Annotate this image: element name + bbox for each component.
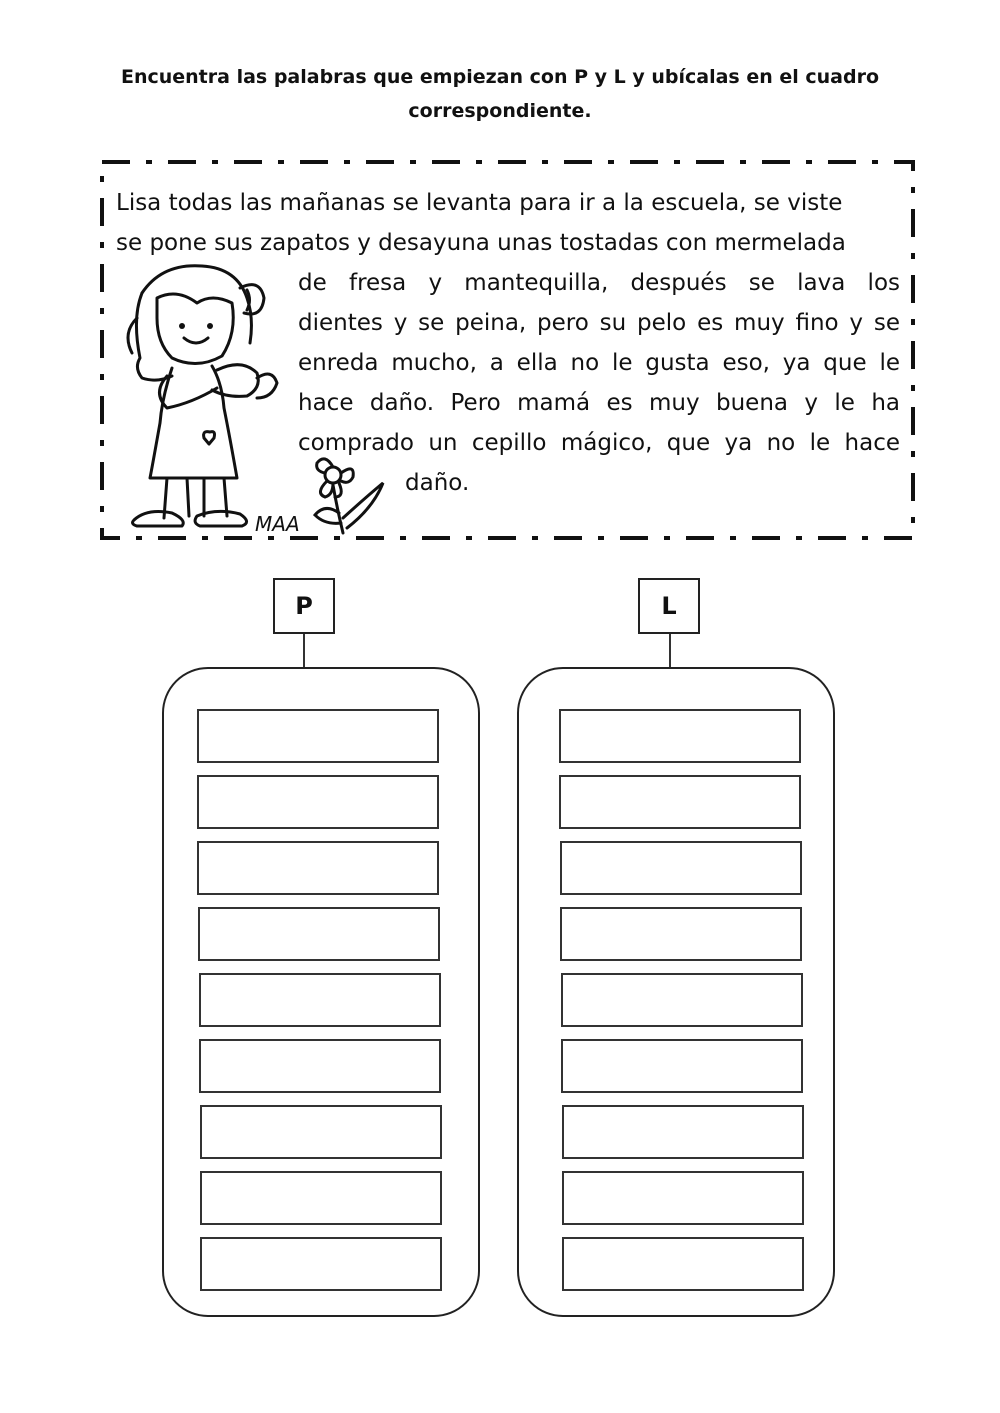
story-frame bbox=[100, 158, 915, 540]
answer-box-l-8[interactable] bbox=[562, 1171, 804, 1225]
flower-illustration bbox=[255, 453, 395, 538]
answer-box-l-5[interactable] bbox=[561, 973, 803, 1027]
illustration-signature: MAA bbox=[255, 512, 300, 536]
answer-box-p-3[interactable] bbox=[197, 841, 439, 895]
connector-line bbox=[303, 634, 305, 668]
answer-box-p-8[interactable] bbox=[200, 1171, 442, 1225]
story-line: de fresa y mantequilla, después se lava los bbox=[298, 270, 900, 296]
answer-box-p-7[interactable] bbox=[200, 1105, 442, 1159]
column-l-label: L bbox=[638, 578, 700, 634]
story-line: comprado un cepillo mágico, que ya no le hace bbox=[298, 430, 900, 456]
answer-box-p-6[interactable] bbox=[199, 1039, 441, 1093]
answer-box-l-9[interactable] bbox=[562, 1237, 804, 1291]
answer-box-p-2[interactable] bbox=[197, 775, 439, 829]
answer-box-p-5[interactable] bbox=[199, 973, 441, 1027]
column-p-label: P bbox=[273, 578, 335, 634]
answer-box-p-4[interactable] bbox=[198, 907, 440, 961]
answer-box-l-6[interactable] bbox=[561, 1039, 803, 1093]
answer-box-l-7[interactable] bbox=[562, 1105, 804, 1159]
story-line: daño. bbox=[405, 470, 470, 496]
answer-box-p-9[interactable] bbox=[200, 1237, 442, 1291]
story-line: hace daño. Pero mamá es muy buena y le ha bbox=[298, 390, 900, 416]
story-line: enreda mucho, a ella no le gusta eso, ya que le bbox=[298, 350, 900, 376]
instructions-text: Encuentra las palabras que empiezan con P y L y ubícalas en el cuadro correspondiente. bbox=[120, 66, 880, 122]
story-line: Lisa todas las mañanas se levanta para ir a la escuela, se viste bbox=[116, 190, 843, 216]
answer-box-l-1[interactable] bbox=[559, 709, 801, 763]
column-l-container bbox=[517, 667, 835, 1317]
answer-box-p-1[interactable] bbox=[197, 709, 439, 763]
story-line: dientes y se peina, pero su pelo es muy fino y se bbox=[298, 310, 900, 336]
answer-box-l-2[interactable] bbox=[559, 775, 801, 829]
story-line: se pone sus zapatos y desayuna unas tostadas con mermelada bbox=[116, 230, 846, 256]
answer-box-l-3[interactable] bbox=[560, 841, 802, 895]
connector-line bbox=[669, 634, 671, 668]
column-p-container bbox=[162, 667, 480, 1317]
answer-box-l-4[interactable] bbox=[560, 907, 802, 961]
